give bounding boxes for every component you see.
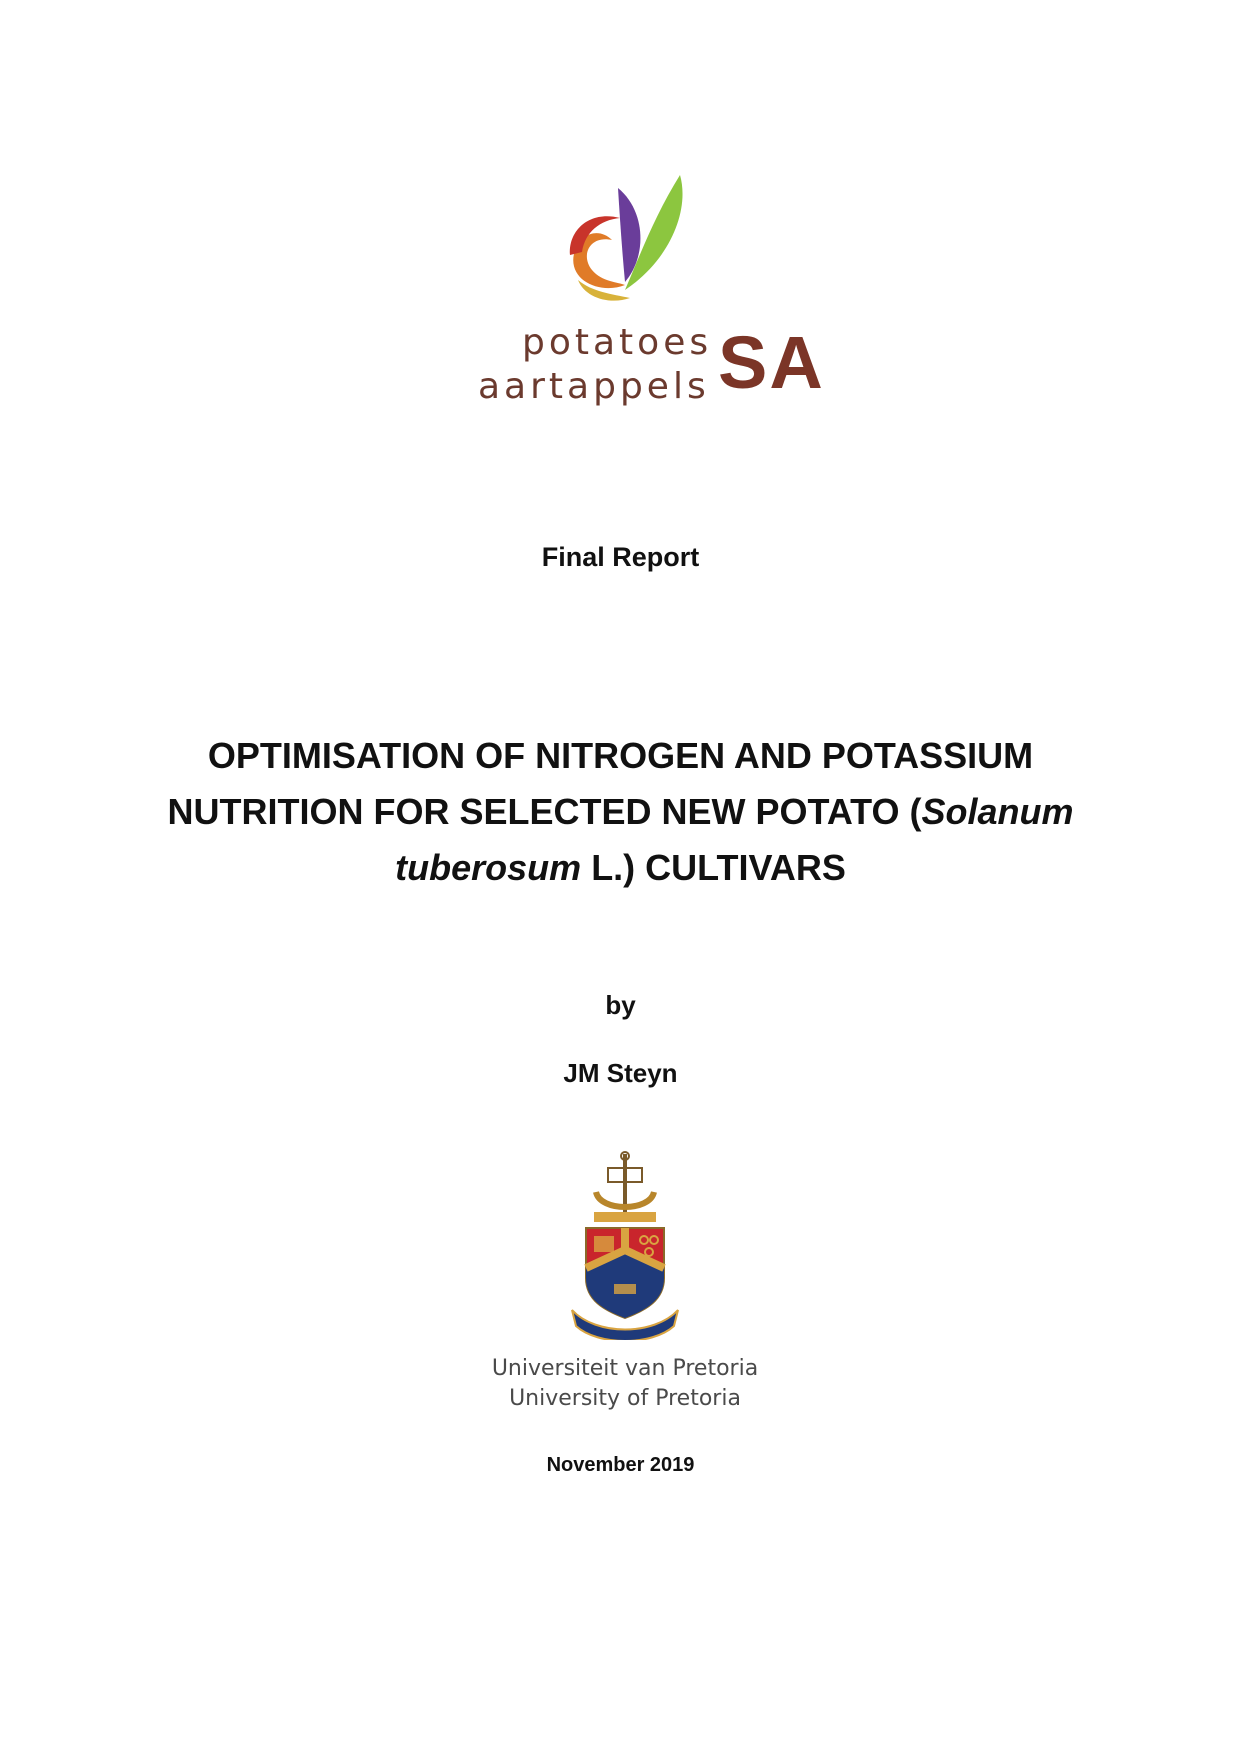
title-species-epithet: tuberosum: [395, 847, 582, 888]
title-line-2-text: NUTRITION FOR SELECTED NEW POTATO (: [167, 791, 922, 832]
title-species-genus: Solanum: [921, 791, 1074, 832]
report-type: Final Report: [541, 542, 700, 572]
university-name-afrikaans: Universiteit van Pretoria: [491, 1356, 759, 1381]
title-line-3-text: L.) CULTIVARS: [581, 847, 846, 888]
potatoes-sa-logo: [470, 170, 825, 430]
title-line-3: [0, 840, 1241, 896]
logo-word-potatoes: potatoes: [522, 322, 713, 363]
potato-swirl-icon: [530, 170, 690, 320]
report-date: November 2019: [546, 1454, 695, 1476]
university-of-pretoria-logo: [480, 1150, 770, 1420]
university-crest-icon: [566, 1150, 684, 1340]
report-title: [0, 728, 1241, 896]
logo-word-aartappels: aartappels: [478, 366, 710, 407]
title-line-2: [0, 784, 1241, 840]
university-name-english: University of Pretoria: [509, 1386, 741, 1411]
title-line-1: OPTIMISATION OF NITROGEN AND POTASSIUM: [207, 735, 1034, 776]
author-name: JM Steyn: [563, 1058, 678, 1088]
logo-sa-mark: SA: [718, 321, 825, 404]
by-label: by: [605, 990, 636, 1020]
